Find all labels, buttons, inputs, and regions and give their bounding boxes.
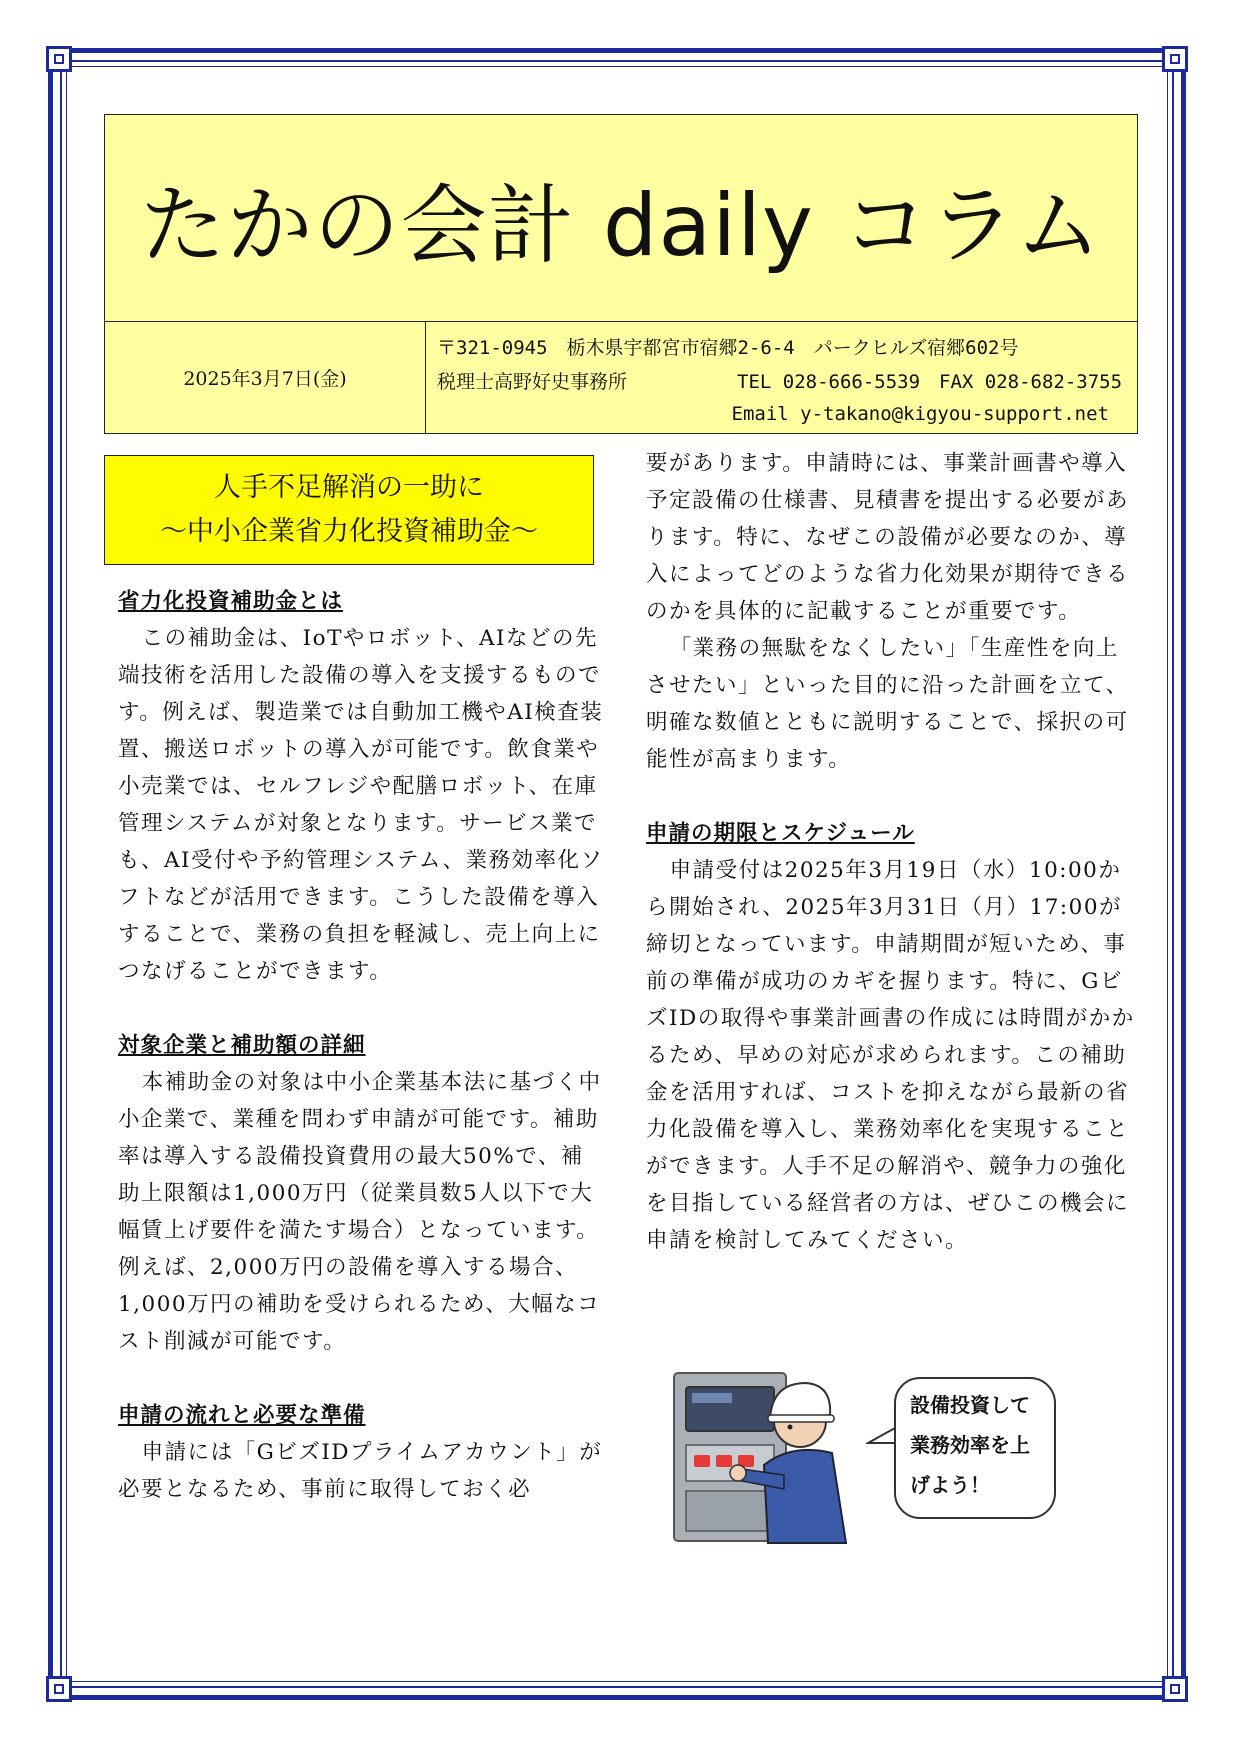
border-corner-ornament xyxy=(46,46,72,72)
section-body: この補助金は、IoTやロボット、AIなどの先端技術を活用した設備の導入を支援するものです。例えば、製造業では自動加工機やAI検査装置、搬送ロボットの導入が可能です。飲食業や小売業では、セルフレジや配膳ロボット、在庫管理システムが対象となります。サービス業でも、AI受付や予約管理システム、業務効率化ソフトなどが活用できます。こうした設備を導入することで、業務の負担を軽減し、売上向上につなげることができます。 xyxy=(118,626,604,984)
section-heading: 申請の期限とスケジュール xyxy=(646,821,915,846)
section-heading: 申請の流れと必要な準備 xyxy=(118,1403,366,1428)
issue-date: 2025年3月7日(金) xyxy=(105,321,426,433)
bubble-line: 設備投資して xyxy=(910,1393,1030,1417)
newsletter-title: たかの会計 daily コラム xyxy=(139,176,1103,276)
section-heading: 省力化投資補助金とは xyxy=(118,589,344,614)
left-column xyxy=(118,583,606,1508)
postal-address: 〒321-0945 栃木県宇都宮市宿郷2-6-4 パークヒルズ宿郷602号 xyxy=(437,337,1019,359)
bubble-line: げよう！ xyxy=(910,1473,990,1497)
headline-line2: ～中小企業省力化投資補助金～ xyxy=(160,516,538,547)
section-body: 申請には「GビズIDプライムアカウント」が必要となるため、事前に取得しておく必 xyxy=(118,1440,603,1502)
border-corner-ornament xyxy=(1162,46,1188,72)
bubble-line: 業務効率を上 xyxy=(910,1433,1030,1457)
section-body: 本補助金の対象は中小企業基本法に基づく中小企業で、業種を問わず申請が可能です。補助率は導入する設備投資費用の最大50%で、補助上限額は1,000万円（従業員数5人以下で大幅賃上げ要件を満たす場合）となっています。例えば、2,000万円の設備を導入する場合、1,000万円の補助を受けられるため、大幅なコスト削減が可能です。 xyxy=(118,1070,602,1354)
section-body: 申請受付は2025年3月19日（水）10:00から開始され、2025年3月31日（月）17:00が締切となっています。申請期間が短いため、事前の準備が成功のカギを握ります。特に、GビズIDの取得や事業計画書の作成には時間がかかるため、早めの対応が求められます。この補助金を活用すれば、コストを抑えながら最新の省力化設備を導入し、業務効率化を実現することができます。人手不足の解消や、競争力の強化を目指している経営者の方は、ぜひこの機会に申請を検討してみてください。 xyxy=(646,858,1135,1253)
headline-line1: 人手不足解消の一助に xyxy=(214,472,484,503)
speech-bubble xyxy=(894,1377,1056,1519)
contact-block xyxy=(437,321,1127,433)
section-heading: 対象企業と補助額の詳細 xyxy=(118,1033,366,1058)
info-row xyxy=(105,321,1137,433)
border-corner-ornament xyxy=(1162,1676,1188,1702)
worker-at-machine-icon xyxy=(672,1365,872,1545)
office-name: 税理士高野好史事務所 xyxy=(437,371,628,393)
section-body: 「業務の無駄をなくしたい」「生産性を向上させたい」といった目的に沿った計画を立て、明確な数値とともに説明することで、採択の可能性が高まります。 xyxy=(646,636,1129,772)
masthead xyxy=(105,115,1137,322)
border-corner-ornament xyxy=(46,1676,72,1702)
section-body-continued: 要があります。申請時には、事業計画書や導入予定設備の仕様書、見積書を提出する必要があります。特に、なぜこの設備が必要なのか、導入によってどのような省力化効果が期待できるのかを具体的に記載することが重要です。 xyxy=(646,451,1130,624)
right-column xyxy=(646,445,1138,1259)
phone-fax: TEL 028-666-5539 FAX 028-682-3755 xyxy=(737,371,1123,393)
article-headline xyxy=(104,455,594,565)
newsletter-header xyxy=(104,114,1138,434)
email-address: Email y-takano@kigyou-support.net xyxy=(731,403,1109,425)
worker-illustration xyxy=(672,1365,1062,1545)
